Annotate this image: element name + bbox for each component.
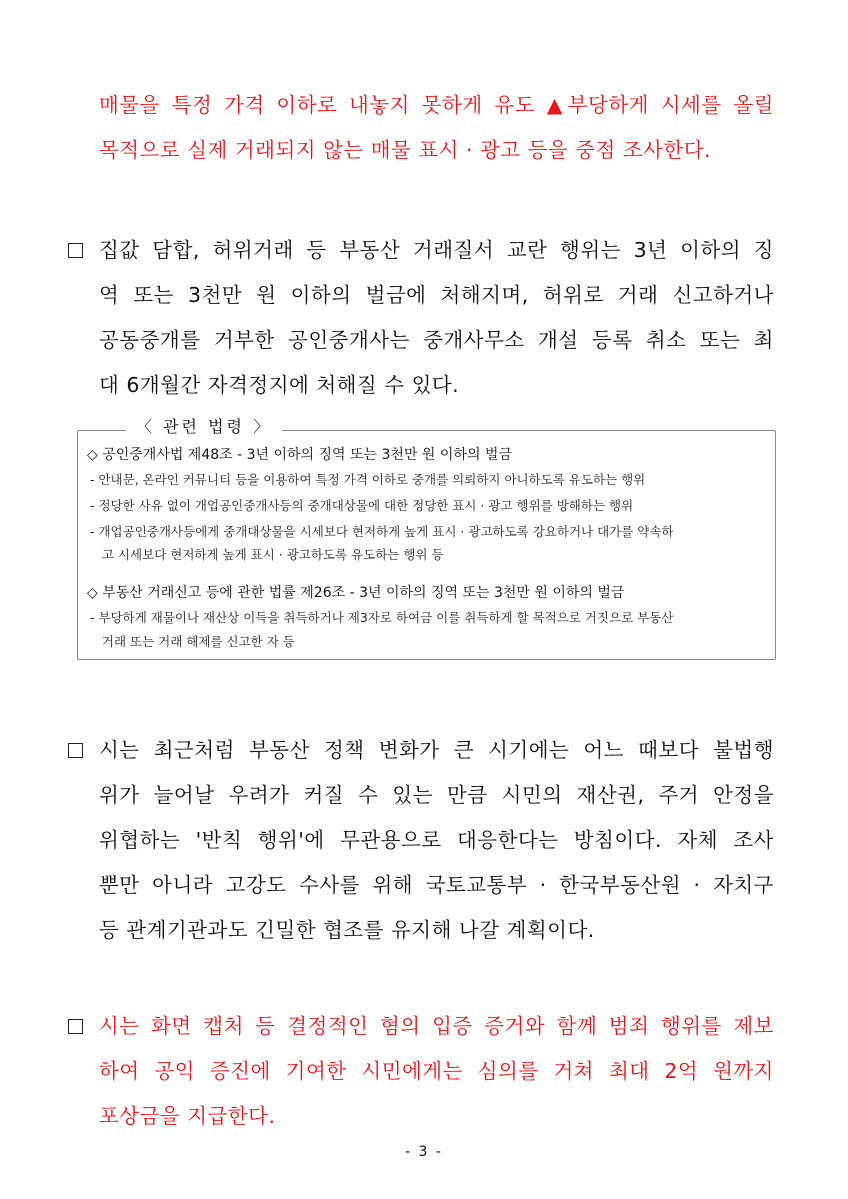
checkbox-icon — [68, 243, 83, 258]
section2-line: 등 관계기관과도 긴밀한 협조를 유지해 나갈 계획이다. — [99, 918, 595, 942]
page-number: - 3 - — [405, 1144, 443, 1160]
section1-paragraph — [99, 228, 774, 408]
checkbox-icon — [68, 743, 83, 758]
section3-line: 시는 화면 캡처 등 결정적인 혐의 입증 증거와 함께 범죄 행위를 제보 — [99, 1014, 774, 1038]
section1-line: 공동중개를 거부한 공인중개사는 중개사무소 개설 등록 취소 또는 최 — [99, 328, 774, 352]
section2-line: 위가 늘어날 우려가 커질 수 있는 만큼 시민의 재산권, 주거 안정을 — [99, 783, 774, 807]
law1-item: - 개업공인중개사등에게 중개대상물을 시세보다 현저하게 높게 표시 · 광고하도록 강요하거나 대가를 약속하 — [90, 524, 674, 539]
section3-paragraph — [99, 1004, 774, 1139]
section1-line: 대 6개월간 자격정지에 처해질 수 있다. — [99, 373, 460, 397]
section1-line: 집값 담합, 허위거래 등 부동산 거래질서 교란 행위는 3년 이하의 징 — [99, 238, 774, 262]
law2-item: 거래 또는 거래 해제를 신고한 자 등 — [90, 634, 295, 649]
intro-line: 매물을 특정 가격 이하로 내놓지 못하게 유도 ▲부당하게 시세를 올릴 — [99, 93, 774, 117]
law1-item: - 정당한 사유 없이 개업공인중개사등의 중개대상물에 대한 정당한 표시 · 광고 행위를 방해하는 행위 — [90, 498, 634, 513]
law2-heading: ◇ 부동산 거래신고 등에 관한 법률 제26조 - 3년 이하의 징역 또는 3천만 원 이하의 벌금 — [87, 585, 625, 601]
section1-line: 역 또는 3천만 원 이하의 벌금에 처해지며, 허위로 거래 신고하거나 — [99, 283, 774, 307]
checkbox-icon — [68, 1019, 83, 1034]
section2-line: 뿐만 아니라 고강도 수사를 위해 국토교통부 · 한국부동산원 · 자치구 — [99, 873, 774, 897]
section2-line: 위협하는 '반칙 행위'에 무관용으로 대응한다는 방침이다. 자체 조사 — [99, 828, 774, 852]
section3-line: 하여 공익 증진에 기여한 시민에게는 심의를 거쳐 최대 2억 원까지 — [99, 1059, 774, 1083]
related-law-title: 〈 관련 법령 〉 — [126, 414, 282, 440]
section2-paragraph — [99, 728, 774, 953]
intro-line: 목적으로 실제 거래되지 않는 매물 표시 · 광고 등을 중점 조사한다. — [99, 138, 712, 162]
intro-paragraph — [99, 83, 774, 173]
section3-line: 포상금을 지급한다. — [99, 1104, 276, 1128]
law1-heading: ◇ 공인중개사법 제48조 - 3년 이하의 징역 또는 3천만 원 이하의 벌금 — [87, 447, 512, 463]
law1-item: - 안내문, 온라인 커뮤니티 등을 이용하여 특정 가격 이하로 중개를 의뢰하지 아니하도록 유도하는 행위 — [90, 472, 646, 487]
law1-item: 고 시세보다 현저하게 높게 표시 · 광고하도록 유도하는 행위 등 — [90, 547, 444, 562]
law2-item: - 부당하게 재물이나 재산상 이득을 취득하거나 제3자로 하여금 이를 취득하게 할 목적으로 거짓으로 부동산 — [90, 610, 674, 625]
section2-line: 시는 최근처럼 부동산 정책 변화가 큰 시기에는 어느 때보다 불법행 — [99, 738, 774, 762]
